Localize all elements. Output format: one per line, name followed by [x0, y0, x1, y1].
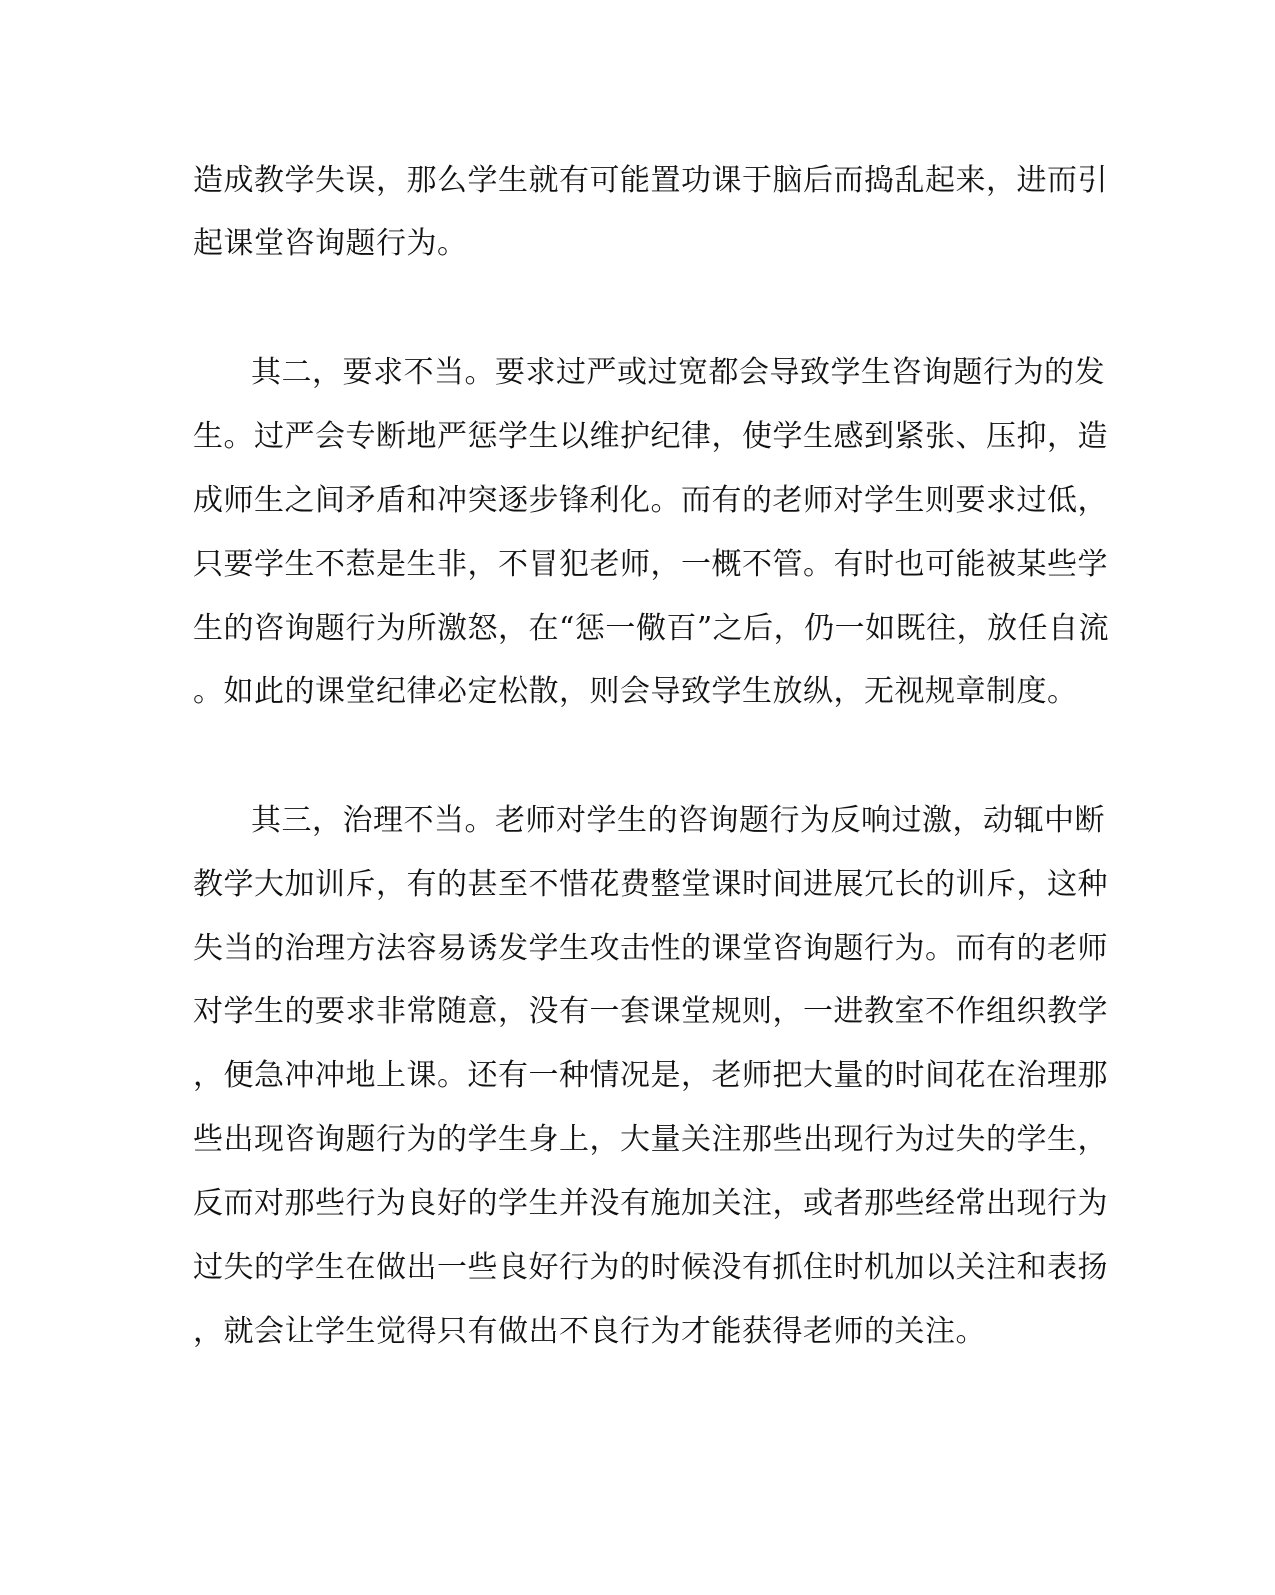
paragraph-3-line-5: ，便急冲冲地上课。还有一种情况是，老师把大量的时间花在治理那 — [193, 1058, 1108, 1093]
paragraph-3-line-1: 其三，治理不当。老师对学生的咨询题行为反响过激，动辄中断 — [251, 803, 1105, 838]
paragraph-2-line-3: 成师生之间矛盾和冲突逐步锋利化。而有的老师对学生则要求过低， — [193, 483, 1108, 518]
paragraph-3-line-6: 些出现咨询题行为的学生身上，大量关注那些出现行为过失的学生， — [193, 1122, 1108, 1157]
paragraph-3-line-7: 反而对那些行为良好的学生并没有施加关注，或者那些经常出现行为 — [193, 1186, 1108, 1221]
paragraph-1-line-1: 造成教学失误，那么学生就有可能置功课于脑后而捣乱起来，进而引 — [193, 163, 1108, 198]
paragraph-3-line-3: 失当的治理方法容易诱发学生攻击性的课堂咨询题行为。而有的老师 — [193, 931, 1108, 966]
paragraph-1-line-2: 起课堂咨询题行为。 — [193, 226, 468, 261]
paragraph-2-line-2: 生。过严会专断地严惩学生以维护纪律，使学生感到紧张、压抑，造 — [193, 419, 1108, 454]
paragraph-3-line-9: ，就会让学生觉得只有做出不良行为才能获得老师的关注。 — [193, 1314, 986, 1349]
paragraph-2-line-6: 。如此的课堂纪律必定松散，则会导致学生放纵，无视规章制度。 — [193, 674, 1078, 709]
paragraph-3-line-2: 教学大加训斥，有的甚至不惜花费整堂课时间进展冗长的训斥，这种 — [193, 867, 1108, 902]
paragraph-3-line-8: 过失的学生在做出一些良好行为的时候没有抓住时机加以关注和表扬 — [193, 1250, 1108, 1285]
paragraph-2-line-5: 生的咨询题行为所激怒，在“惩一儆百”之后，仍一如既往，放任自流 — [193, 611, 1110, 646]
paragraph-2-line-1: 其二，要求不当。要求过严或过宽都会导致学生咨询题行为的发 — [251, 355, 1105, 390]
paragraph-2-line-4: 只要学生不惹是生非，不冒犯老师，一概不管。有时也可能被某些学 — [193, 547, 1108, 582]
paragraph-3-line-4: 对学生的要求非常随意，没有一套课堂规则，一进教室不作组织教学 — [193, 994, 1108, 1029]
